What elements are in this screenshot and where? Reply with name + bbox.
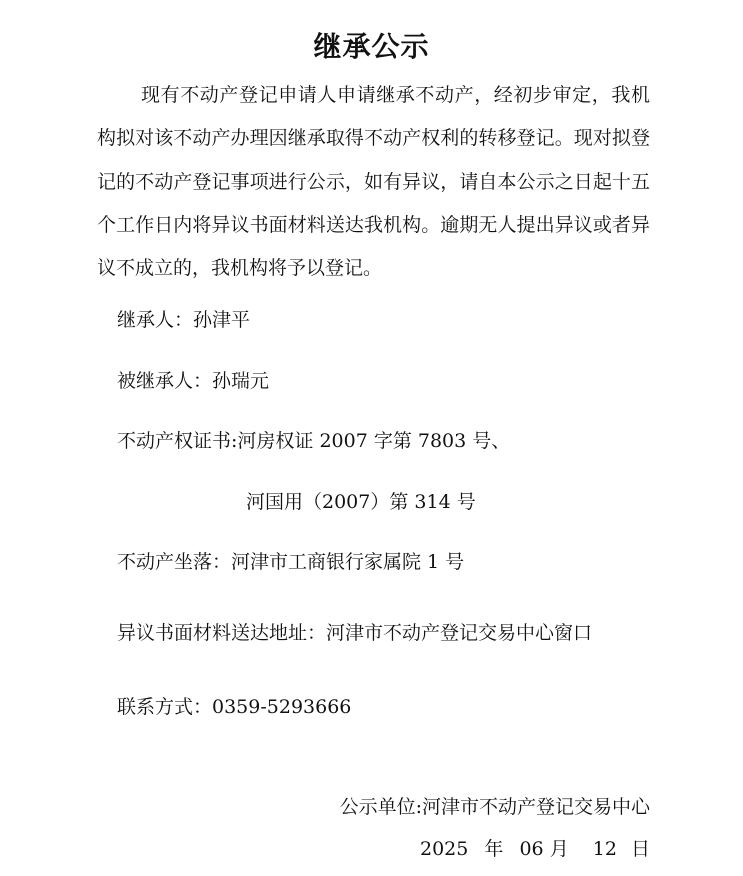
publisher-line: 公示单位:河津市不动产登记交易中心 bbox=[339, 796, 650, 818]
document-title: 继承公示 bbox=[313, 29, 430, 63]
property-location-line: 不动产坐落：河津市工商银行家属院 1 号 bbox=[117, 551, 465, 573]
date-month: 06 bbox=[519, 838, 544, 860]
decedent-line: 被继承人：孙瑞元 bbox=[117, 370, 270, 392]
date-year: 2025 bbox=[419, 838, 469, 860]
date-month-unit: 月 bbox=[549, 838, 569, 860]
notice-date bbox=[420, 836, 650, 862]
contact-line: 联系方式：0359-5293666 bbox=[117, 696, 352, 718]
objection-address-line: 异议书面材料送达地址：河津市不动产登记交易中心窗口 bbox=[117, 622, 593, 644]
land-certificate-line: 河国用（2007）第 314 号 bbox=[246, 491, 476, 513]
notice-body: 现有不动产登记申请人申请继承不动产，经初步审定，我机构拟对该不动产办理因继承取得不动产权利的转移登记。现对拟登记的不动产登记事项进行公示，如有异议，请自本公示之日起十五个工作日内将异议书面材料送达我机构。逾期无人提出异议或者异议不成立的，我机构将予以登记。 bbox=[97, 84, 650, 280]
date-year-unit: 年 bbox=[484, 838, 504, 860]
date-day: 12 bbox=[592, 838, 617, 860]
property-certificate-line: 不动产权证书:河房权证 2007 字第 7803 号、 bbox=[117, 430, 511, 452]
heir-line: 继承人：孙津平 bbox=[117, 309, 251, 331]
date-day-unit: 日 bbox=[630, 838, 650, 860]
